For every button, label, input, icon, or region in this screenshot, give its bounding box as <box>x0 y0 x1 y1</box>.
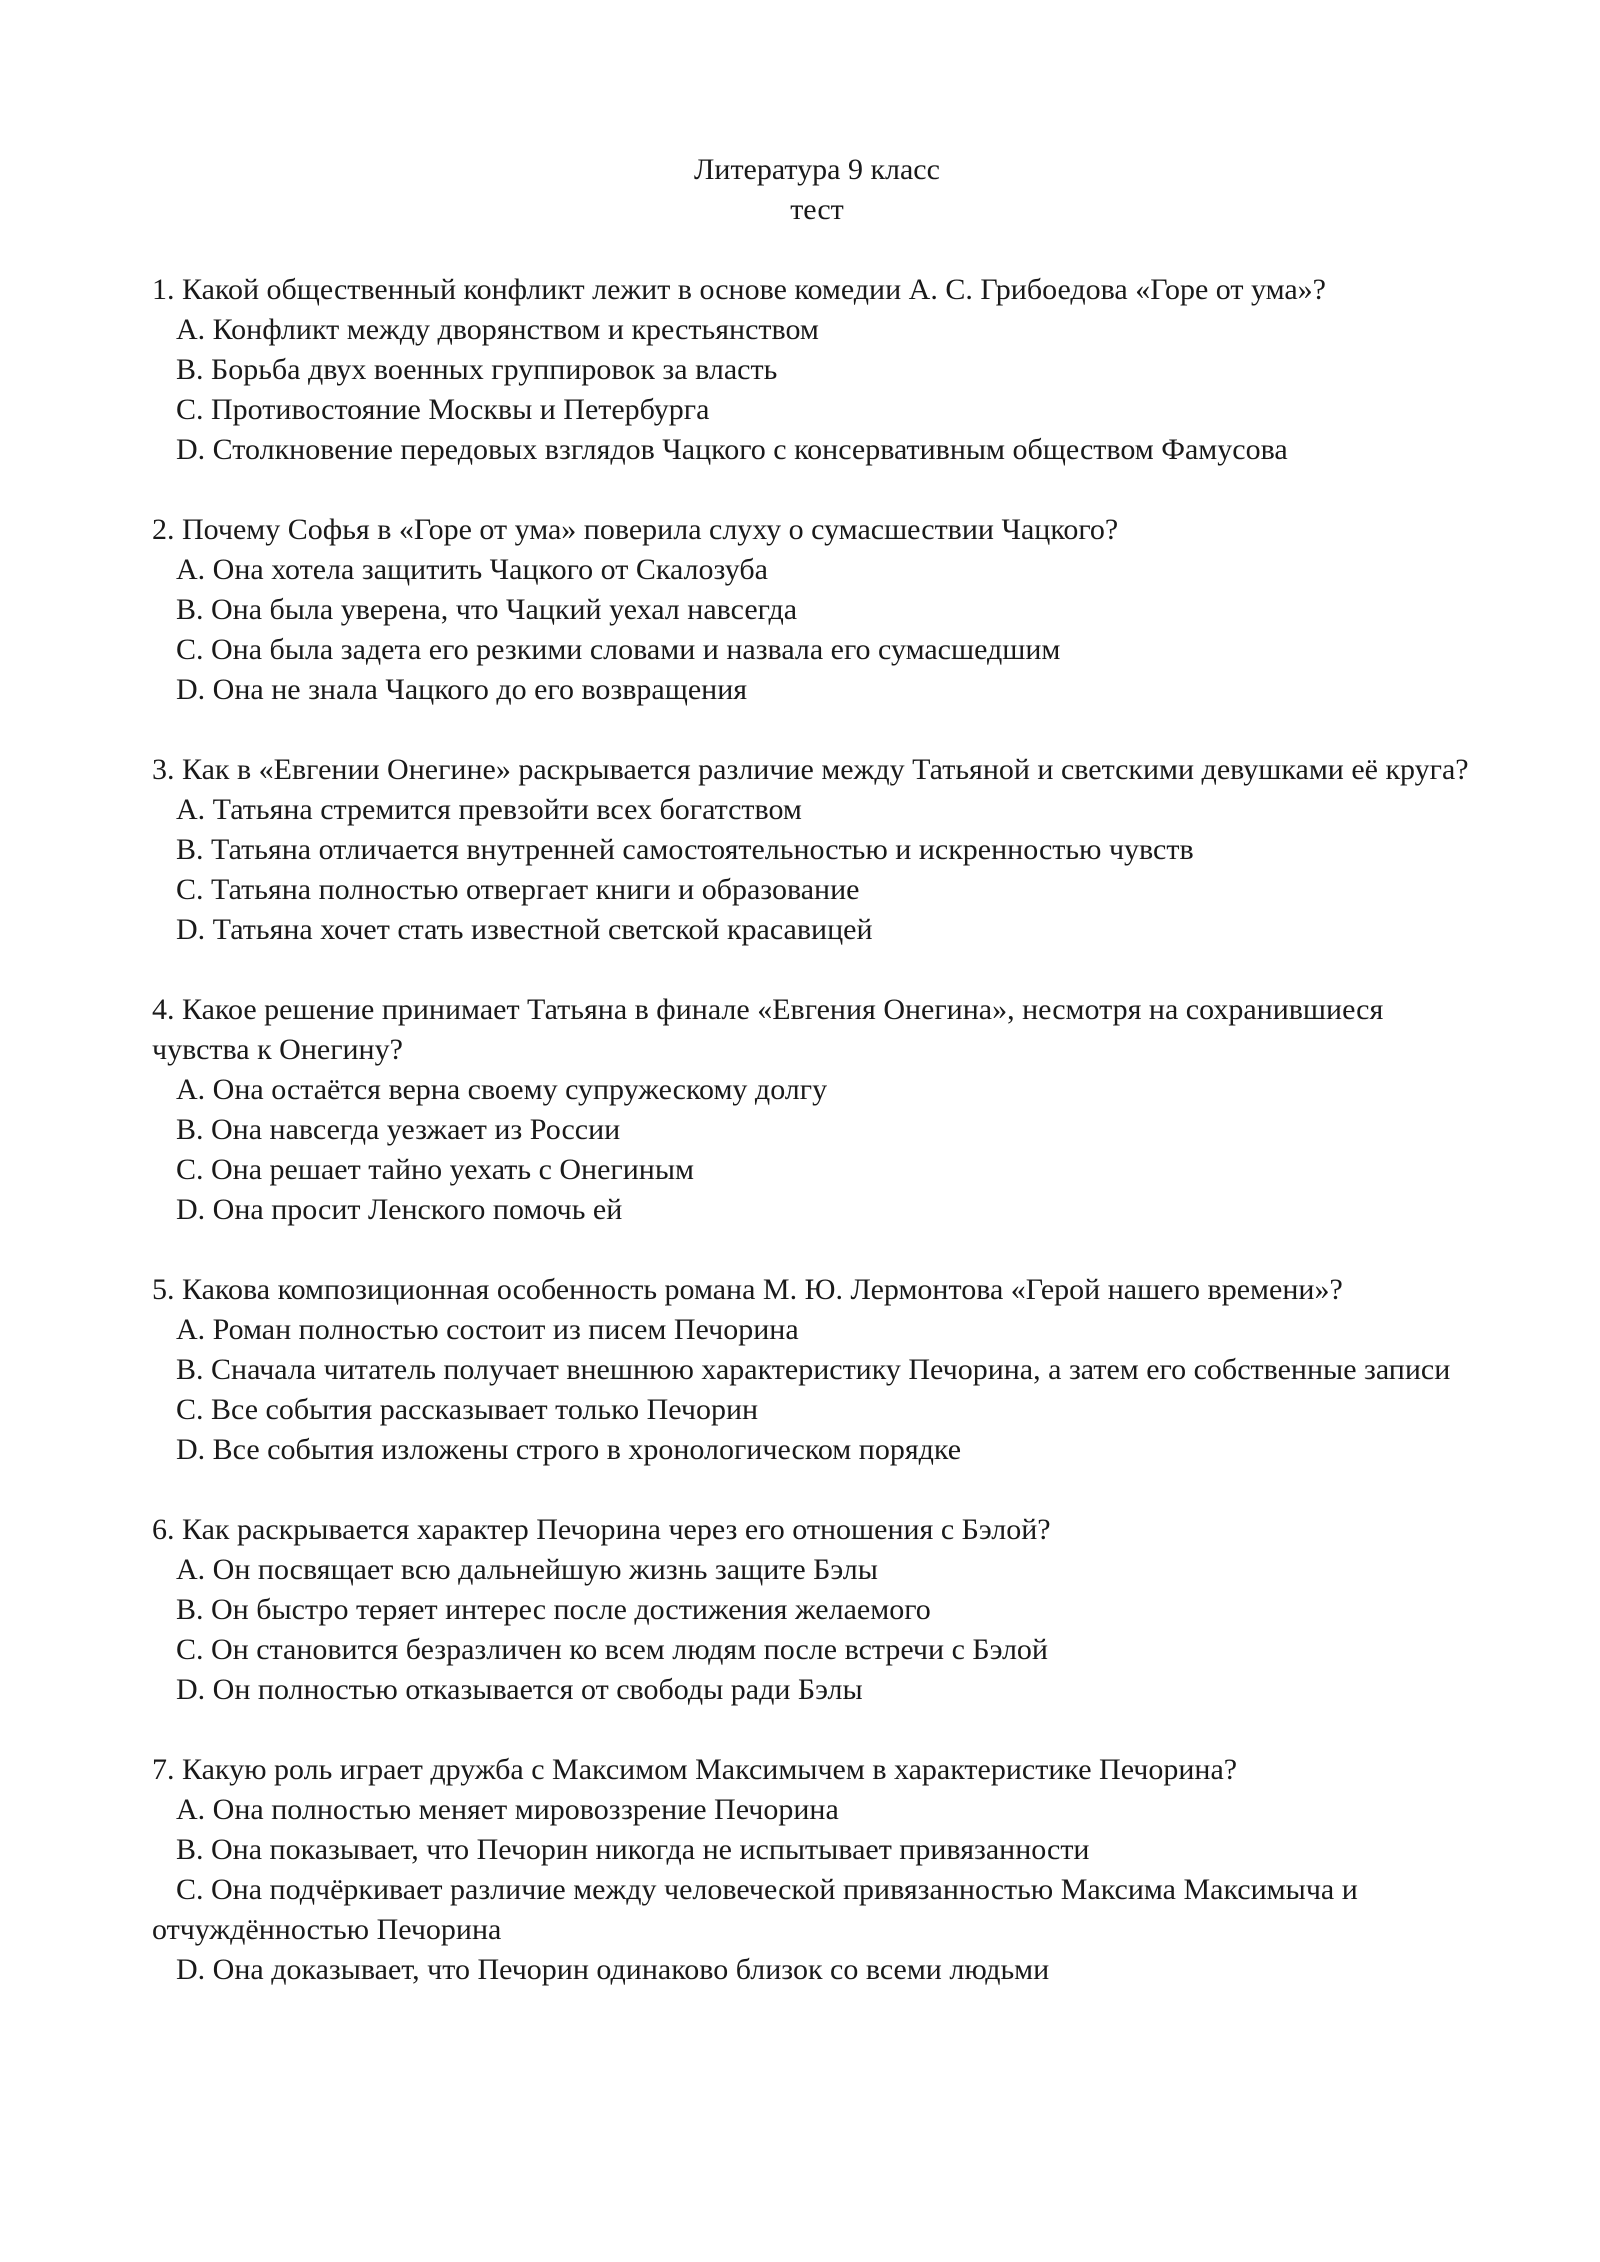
question-3 <box>152 750 1482 950</box>
question-5 <box>152 1270 1482 1470</box>
question-2 <box>152 510 1482 710</box>
answer-option-d: D. Столкновение передовых взглядов Чацкого с консервативным обществом Фамусова <box>176 433 1288 466</box>
answer-option-c: C. Она была задета его резкими словами и назвала его сумасшедшим <box>176 633 1061 666</box>
question-text: 4. Какое решение принимает Татьяна в финале «Евгения Онегина», несмотря на сохранившиеся чувства к Онегину? <box>152 993 1384 1066</box>
answer-option-c: C. Противостояние Москвы и Петербурга <box>176 393 710 426</box>
answer-option-a: A. Конфликт между дворянством и крестьянством <box>176 313 819 346</box>
answer-option-d: D. Татьяна хочет стать известной светской красавицей <box>176 913 873 946</box>
document-header <box>152 150 1482 230</box>
answer-option-d: D. Она не знала Чацкого до его возвращения <box>176 673 748 706</box>
question-1 <box>152 270 1482 470</box>
answer-option-c: C. Он становится безразличен ко всем людям после встречи с Бэлой <box>176 1633 1048 1666</box>
answer-option-c: C. Татьяна полностью отвергает книги и образование <box>176 873 860 906</box>
question-text: 3. Как в «Евгении Онегине» раскрывается различие между Татьяной и светскими девушками её круга? <box>152 753 1469 786</box>
question-text: 2. Почему Софья в «Горе от ума» поверила слуху о сумасшествии Чацкого? <box>152 513 1119 546</box>
question-text: 7. Какую роль играет дружба с Максимом Максимычем в характеристике Печорина? <box>152 1753 1238 1786</box>
answer-option-b: B. Татьяна отличается внутренней самостоятельностью и искренностью чувств <box>176 833 1194 866</box>
answer-option-b: B. Она показывает, что Печорин никогда не испытывает привязанности <box>176 1833 1090 1866</box>
answer-option-d: D. Все события изложены строго в хронологическом порядке <box>176 1433 962 1466</box>
document-subtitle: тест <box>790 193 844 226</box>
question-7 <box>152 1750 1482 1990</box>
answer-option-c: C. Она подчёркивает различие между человеческой привязанностью Максима Максимыча и отчуждённостью Печорина <box>152 1873 1358 1946</box>
answer-option-a: A. Она хотела защитить Чацкого от Скалозуба <box>176 553 768 586</box>
answer-option-b: B. Он быстро теряет интерес после достижения желаемого <box>176 1593 931 1626</box>
header-spacer <box>152 230 1482 270</box>
answer-option-a: A. Она остаётся верна своему супружескому долгу <box>176 1073 828 1106</box>
question-6 <box>152 1510 1482 1710</box>
answer-option-b: B. Борьба двух военных группировок за власть <box>176 353 778 386</box>
answer-option-a: A. Он посвящает всю дальнейшую жизнь защите Бэлы <box>176 1553 878 1586</box>
answer-option-c: C. Все события рассказывает только Печорин <box>176 1393 759 1426</box>
document-title: Литература 9 класс <box>694 153 940 186</box>
question-text: 5. Какова композиционная особенность романа М. Ю. Лермонтова «Герой нашего времени»? <box>152 1273 1343 1306</box>
question-text: 6. Как раскрывается характер Печорина через его отношения с Бэлой? <box>152 1513 1051 1546</box>
answer-option-d: D. Она просит Ленского помочь ей <box>176 1193 623 1226</box>
answer-option-a: A. Роман полностью состоит из писем Печорина <box>176 1313 799 1346</box>
answer-option-d: D. Она доказывает, что Печорин одинаково близок со всеми людьми <box>176 1953 1050 1986</box>
answer-option-a: A. Она полностью меняет мировоззрение Печорина <box>176 1793 839 1826</box>
answer-option-b: B. Она была уверена, что Чацкий уехал навсегда <box>176 593 798 626</box>
answer-option-c: C. Она решает тайно уехать с Онегиным <box>176 1153 694 1186</box>
answer-option-a: A. Татьяна стремится превзойти всех богатством <box>176 793 802 826</box>
question-4 <box>152 990 1482 1230</box>
answer-option-d: D. Он полностью отказывается от свободы ради Бэлы <box>176 1673 863 1706</box>
answer-option-b: B. Она навсегда уезжает из России <box>176 1113 621 1146</box>
answer-option-b: B. Сначала читатель получает внешнюю характеристику Печорина, а затем его собственные записи <box>176 1353 1451 1386</box>
document-page <box>152 150 1482 2030</box>
question-text: 1. Какой общественный конфликт лежит в основе комедии А. С. Грибоедова «Горе от ума»? <box>152 273 1326 306</box>
